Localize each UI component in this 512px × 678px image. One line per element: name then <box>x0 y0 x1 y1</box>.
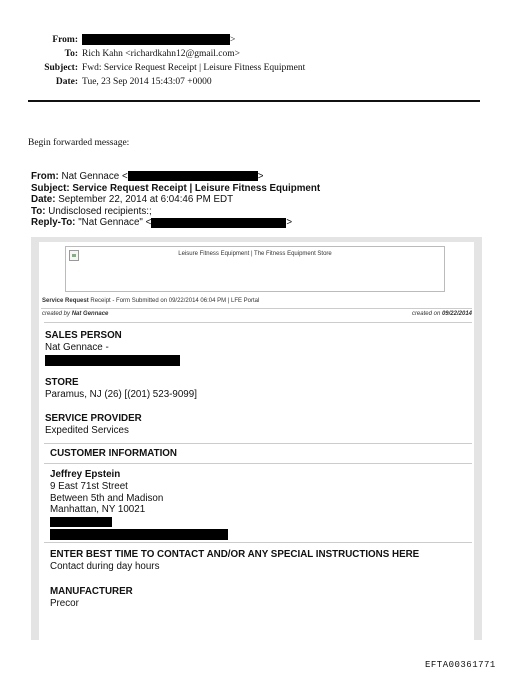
redaction-bar <box>82 34 230 45</box>
receipt-divider <box>44 443 472 444</box>
fwd-to-row <box>31 206 320 218</box>
document-id: EFTA00361771 <box>425 660 496 670</box>
fwd-from-row <box>31 171 320 183</box>
customer-address-2: Between 5th and Madison <box>50 492 164 504</box>
sr-rest: Receipt - Form Submitted on 09/22/2014 06:04 PM | LFE Portal <box>88 298 260 304</box>
sales-person-heading: SALES PERSON <box>45 330 122 341</box>
fwd-replyto-value: "Nat Gennace" < <box>78 217 152 229</box>
begin-forwarded-text: Begin forwarded message: <box>28 138 130 148</box>
instructions-heading: ENTER BEST TIME TO CONTACT AND/OR ANY SPECIAL INSTRUCTIONS HERE <box>50 549 420 560</box>
redaction-bar <box>50 517 112 527</box>
service-provider-heading: SERVICE PROVIDER <box>45 413 142 424</box>
customer-name: Jeffrey Epstein <box>50 469 121 480</box>
created-on-value: 09/22/2014 <box>441 311 472 317</box>
from-row <box>0 33 512 47</box>
receipt-divider <box>44 542 472 543</box>
redaction-bar <box>128 171 258 181</box>
created-by-value: Nat Gennace <box>71 311 109 317</box>
fwd-from-value: Nat Gennace < <box>61 171 128 182</box>
redaction-bar <box>151 218 286 228</box>
fwd-from-label: From: <box>31 171 59 182</box>
store-section <box>45 377 197 401</box>
header-divider <box>28 100 480 102</box>
subject-row <box>0 61 512 75</box>
fwd-replyto-label: Reply-To: <box>31 217 76 229</box>
fwd-from-suffix: > <box>257 171 264 182</box>
fwd-to-label: To: <box>31 205 46 217</box>
subject-label: Subject: <box>44 63 78 73</box>
manufacturer-heading: MANUFACTURER <box>50 586 133 597</box>
service-provider-section <box>45 413 142 437</box>
instructions-section <box>50 549 419 573</box>
fwd-replyto-suffix: > <box>286 217 293 229</box>
subject-value: Fwd: Service Request Receipt | Leisure Fitness Equipment <box>82 63 306 73</box>
fwd-replyto-row <box>31 217 320 229</box>
to-row <box>0 47 512 61</box>
to-value: Rich Kahn <richardkahn12@gmail.com> <box>82 49 240 59</box>
fwd-subject-row <box>31 183 320 195</box>
receipt-divider <box>41 308 472 309</box>
sales-person-value: Nat Gennace - <box>45 341 109 353</box>
date-value: Tue, 23 Sep 2014 15:43:07 +0000 <box>82 77 212 87</box>
date-label: Date: <box>55 77 78 87</box>
fwd-to-value: Undisclosed recipients:; <box>48 205 152 217</box>
from-suffix: > <box>230 35 236 45</box>
customer-section <box>50 469 228 540</box>
fwd-date-value: September 22, 2014 at 6:04:46 PM EDT <box>58 194 234 206</box>
email-header <box>0 33 512 89</box>
manufacturer-section <box>50 586 133 610</box>
sales-person-section <box>45 330 180 366</box>
fwd-date-label: Date: <box>31 194 56 206</box>
customer-address-3: Manhattan, NY 10021 <box>50 504 146 516</box>
banner-text: Leisure Fitness Equipment | The Fitness Equipment Store <box>178 251 332 257</box>
banner-image <box>65 246 445 292</box>
store-value: Paramus, NJ (26) [(201) 523-9099] <box>45 388 197 400</box>
date-row <box>0 75 512 89</box>
redaction-bar <box>45 355 180 366</box>
fwd-subject-label: Subject: <box>31 182 70 194</box>
fwd-date-row <box>31 194 320 206</box>
receipt-divider <box>44 463 472 464</box>
sr-bold: Service Request <box>42 298 89 304</box>
instructions-value: Contact during day hours <box>50 560 160 572</box>
created-by-label: created by <box>42 311 71 317</box>
forwarded-header <box>31 171 320 229</box>
fwd-subject-value: Service Request Receipt | Leisure Fitness Equipment <box>72 182 321 194</box>
redaction-bar <box>50 529 228 540</box>
service-provider-value: Expedited Services <box>45 424 129 436</box>
customer-heading: CUSTOMER INFORMATION <box>50 448 177 459</box>
to-label: To: <box>64 49 78 59</box>
service-request-line <box>42 298 259 304</box>
customer-address-1: 9 East 71st Street <box>50 480 128 492</box>
receipt-divider <box>44 322 472 323</box>
store-heading: STORE <box>45 377 79 388</box>
from-label: From: <box>52 35 78 45</box>
manufacturer-value: Precor <box>50 597 79 609</box>
created-on-label: created on <box>411 311 441 317</box>
